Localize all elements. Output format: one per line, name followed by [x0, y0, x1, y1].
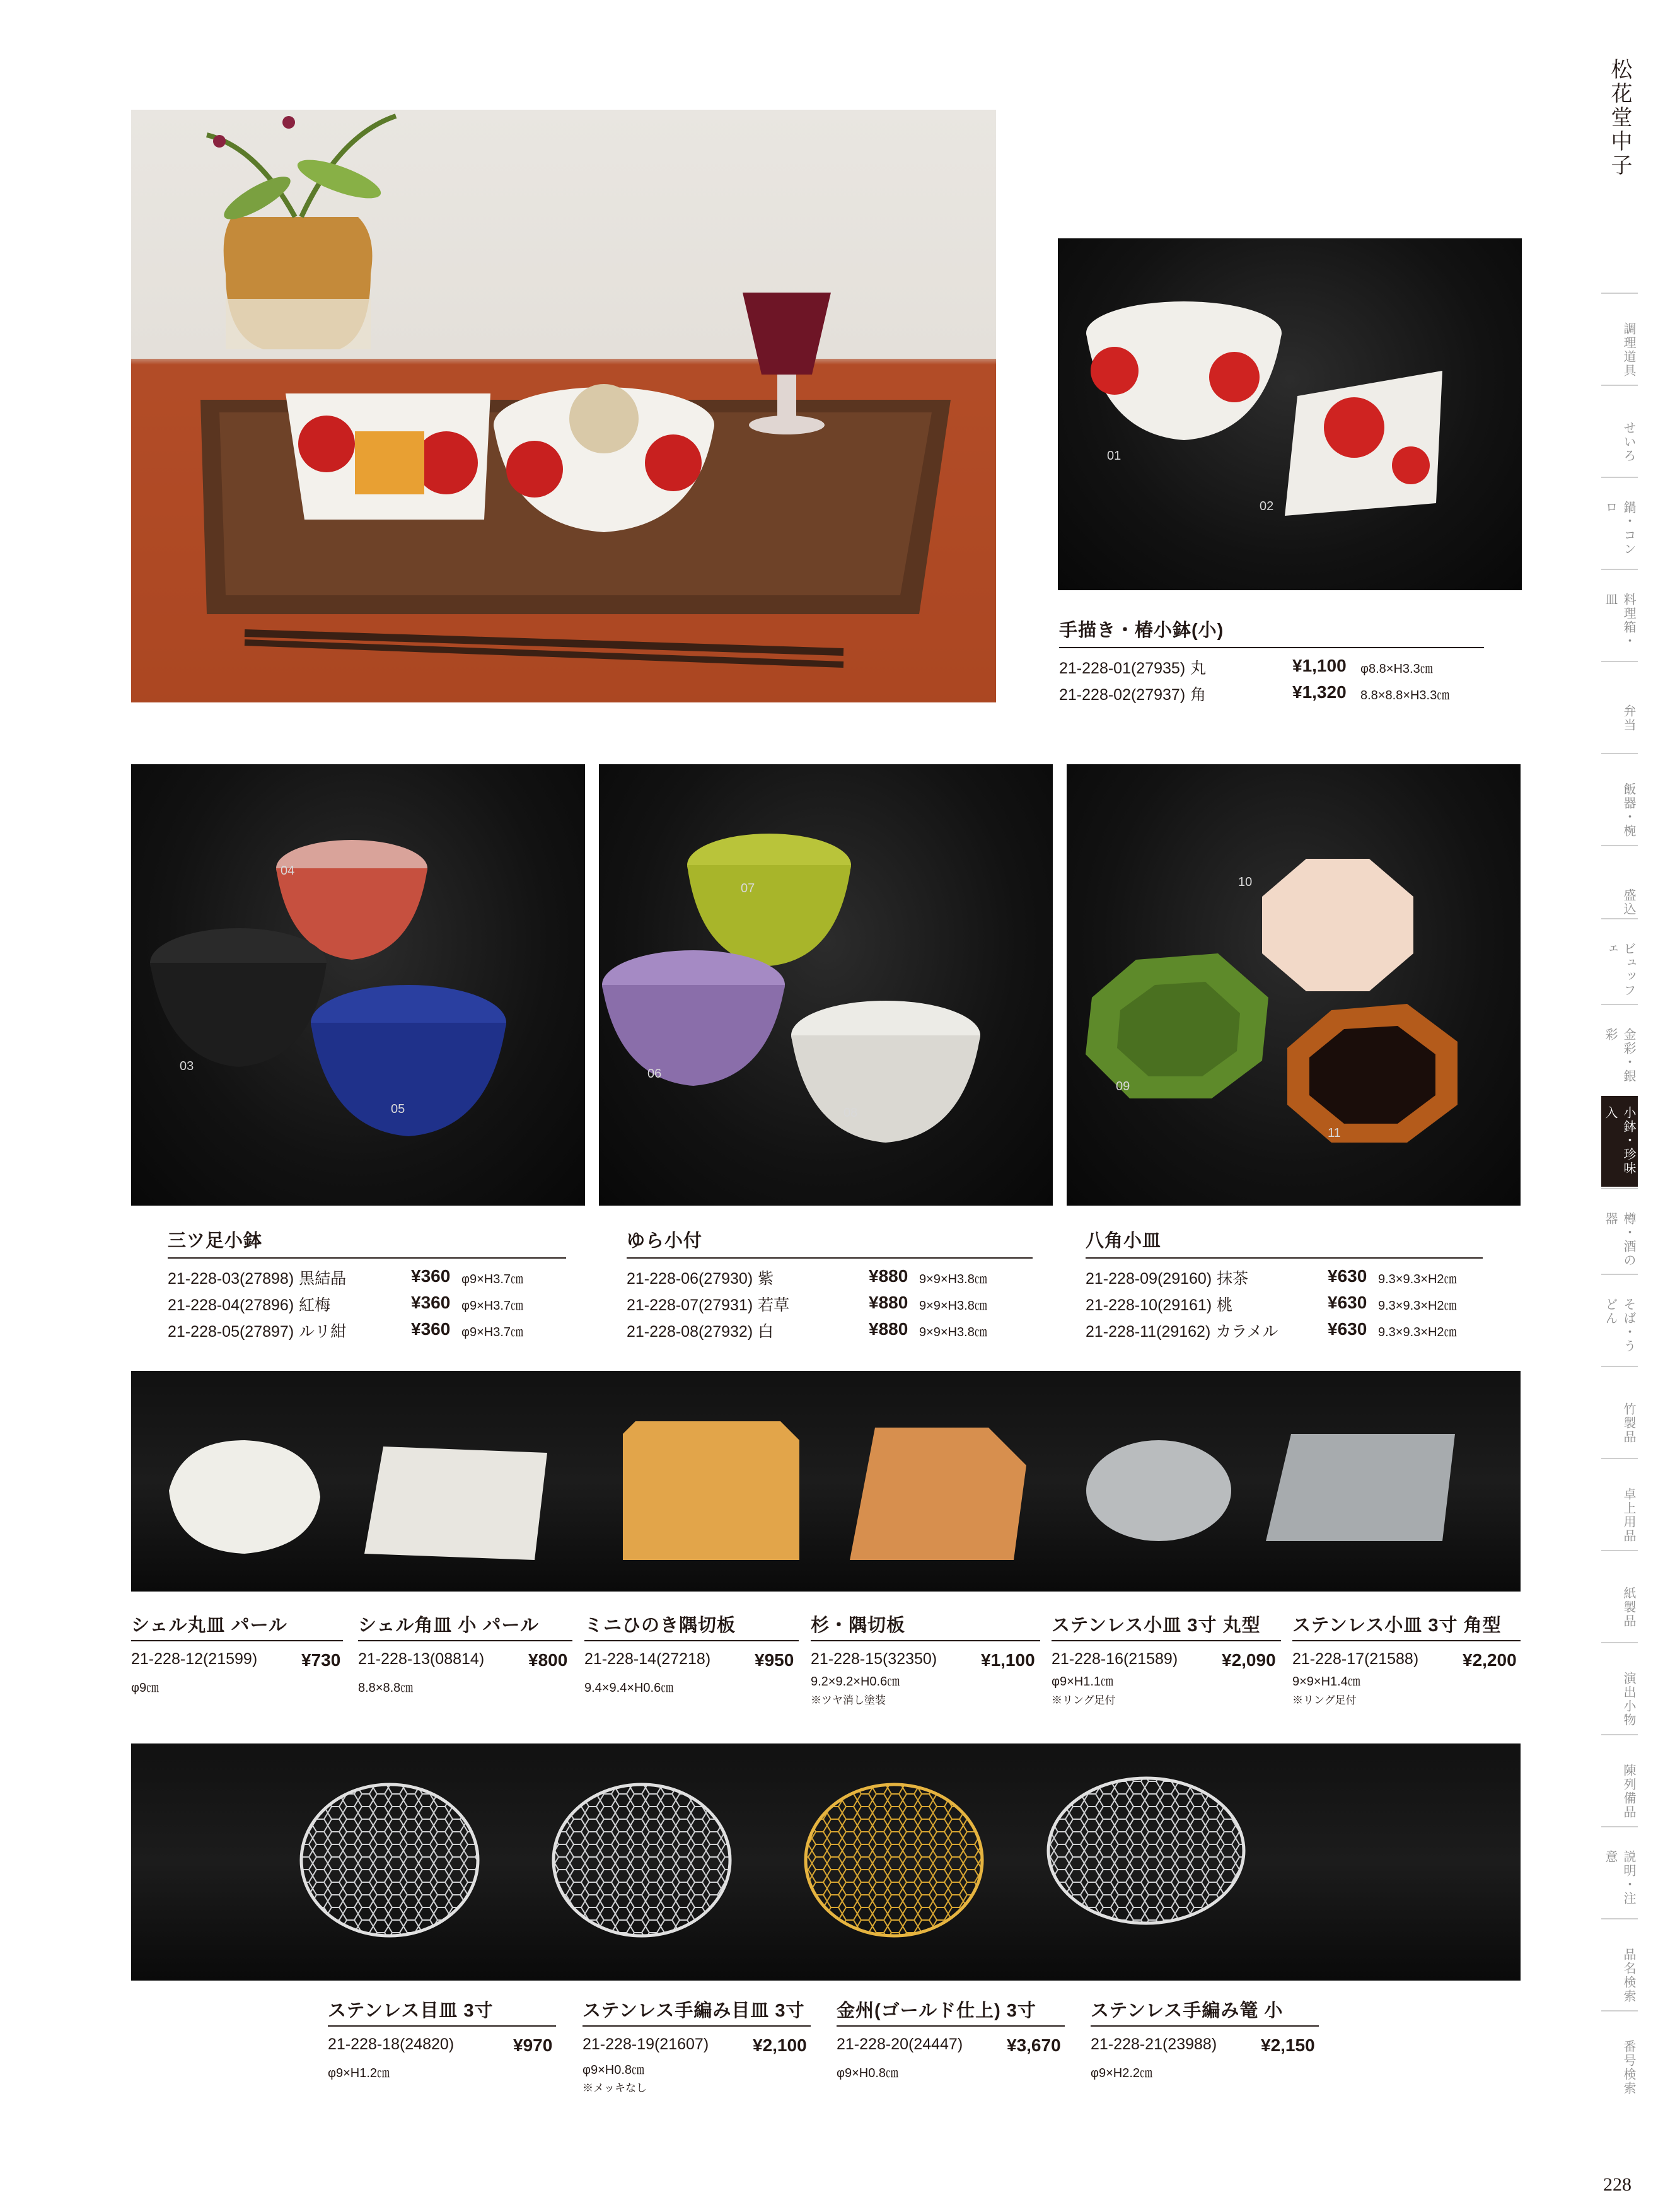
product-row: [1052, 1650, 1276, 1670]
product-row: [358, 1650, 568, 1670]
product-code: 21-228-06(27930): [627, 1270, 753, 1288]
product-row: [627, 1266, 987, 1289]
product-price: ¥630: [1328, 1266, 1367, 1286]
photo-label: 08: [843, 1106, 858, 1120]
product-row: [584, 1650, 794, 1670]
divider: [1052, 1640, 1281, 1641]
product-spec: φ9×H1.1㎝: [1052, 1675, 1114, 1689]
divider: [168, 1257, 566, 1259]
product-row: [811, 1650, 1035, 1670]
product-name: 抹茶: [1217, 1270, 1249, 1288]
product-price: ¥2,100: [753, 2035, 807, 2055]
product-name: 桃: [1217, 1296, 1233, 1314]
product-title: ミニひのき隅切板: [584, 1615, 736, 1636]
yura-illustration: [599, 764, 1053, 1206]
product-spec: 9×9×H3.8㎝: [919, 1325, 987, 1339]
product-spec: 8.8×8.8㎝: [358, 1681, 414, 1695]
product-spec: φ9㎝: [131, 1681, 159, 1695]
product-name: 若草: [758, 1296, 790, 1314]
product-price: ¥630: [1328, 1319, 1367, 1339]
product-code: 21-228-04(27896): [168, 1296, 294, 1314]
product-row: [582, 2035, 807, 2055]
group-title: 八角小皿: [1086, 1231, 1162, 1251]
product-title: ステンレス手編み目皿 3寸: [582, 2001, 805, 2021]
mesh-photo: [131, 1743, 1521, 1981]
product-code: 21-228-02(27937): [1059, 686, 1186, 704]
product-row: [1059, 682, 1450, 705]
index-tab[interactable]: 演出小物: [1601, 1642, 1638, 1733]
section-title: 松花堂中子: [1608, 58, 1631, 178]
index-tab[interactable]: 説明・注意: [1601, 1826, 1638, 1917]
index-tab[interactable]: 品名検索: [1601, 1918, 1638, 2009]
product-title: ステンレス小皿 3寸 角型: [1292, 1615, 1502, 1636]
product-code: 21-228-10(29161): [1086, 1296, 1212, 1314]
product-name: 丸: [1190, 660, 1207, 677]
group-title: 手描き・椿小鉢(小): [1059, 620, 1224, 641]
product-spec: 9×9×H3.8㎝: [919, 1272, 987, 1286]
hakkaku-photo: [1067, 764, 1521, 1206]
group-title: 三ツ足小鉢: [168, 1231, 263, 1251]
index-tab[interactable]: 樽・酒の器: [1601, 1188, 1638, 1279]
product-spec: 9.3×9.3×H2㎝: [1378, 1299, 1457, 1313]
product-title: ステンレス小皿 3寸 丸型: [1052, 1615, 1261, 1636]
product-price: ¥1,100: [1292, 656, 1347, 675]
product-name: 紅梅: [299, 1296, 331, 1314]
divider: [811, 1640, 1040, 1641]
photo-label: 02: [1260, 499, 1274, 513]
product-price: ¥360: [411, 1293, 451, 1312]
product-price: ¥3,670: [1007, 2035, 1061, 2055]
product-price: ¥360: [411, 1266, 451, 1286]
product-spec: φ9×H3.7㎝: [461, 1299, 524, 1313]
product-title: 金州(ゴールド仕上) 3寸: [837, 2001, 1036, 2021]
plates-illustration: [131, 1371, 1521, 1592]
index-tab[interactable]: ビュッフェ: [1601, 918, 1638, 1009]
product-title: ステンレス手編み篭 小: [1091, 2001, 1284, 2021]
product-note: ※リング足付: [1052, 1694, 1116, 1706]
product-title: ステンレス目皿 3寸: [328, 2001, 494, 2021]
product-title: 杉・隅切板: [811, 1615, 906, 1636]
product-note: ※リング足付: [1292, 1694, 1357, 1706]
product-spec: φ9×H1.2㎝: [328, 2066, 390, 2080]
product-code: 21-228-19(21607): [582, 2035, 709, 2053]
product-code: 21-228-08(27932): [627, 1323, 753, 1341]
product-name: 角: [1190, 686, 1207, 704]
product-spec: 9.3×9.3×H2㎝: [1378, 1272, 1457, 1286]
product-name: ルリ紺: [299, 1323, 347, 1341]
photo-label: 07: [741, 882, 755, 895]
product-title: シェル角皿 小 パール: [358, 1615, 539, 1636]
index-tab[interactable]: 盛込: [1601, 845, 1638, 936]
product-code: 21-228-14(27218): [584, 1650, 711, 1668]
product-price: ¥2,090: [1222, 1650, 1276, 1670]
product-price: ¥880: [869, 1319, 908, 1339]
product-row: [168, 1319, 524, 1342]
divider: [584, 1640, 799, 1641]
page-number: 228: [1603, 2174, 1632, 2195]
product-spec: φ9×H3.7㎝: [461, 1272, 524, 1286]
mesh-illustration: [131, 1743, 1521, 1981]
product-code: 21-228-20(24447): [837, 2035, 963, 2053]
product-name: カラメル: [1215, 1323, 1278, 1341]
divider: [1059, 647, 1484, 648]
index-tab[interactable]: 竹製品: [1601, 1366, 1638, 1457]
mitsuashi-illustration: [131, 764, 585, 1206]
product-price: ¥880: [869, 1293, 908, 1312]
product-code: 21-228-07(27931): [627, 1296, 753, 1314]
product-spec: φ9×H0.8㎝: [582, 2063, 645, 2077]
product-spec: 8.8×8.8×H3.3㎝: [1360, 689, 1450, 702]
product-spec: φ9×H2.2㎝: [1091, 2066, 1153, 2080]
product-price: ¥730: [301, 1650, 341, 1670]
product-code: 21-228-16(21589): [1052, 1650, 1178, 1668]
product-row: [1086, 1319, 1457, 1342]
product-name: 黒結晶: [299, 1270, 347, 1288]
divider: [627, 1257, 1033, 1259]
product-row: [627, 1293, 987, 1315]
index-tab[interactable]: せいろ: [1601, 385, 1638, 475]
index-tab[interactable]: 陳列備品: [1601, 1734, 1638, 1825]
divider: [582, 2025, 811, 2027]
product-row: [168, 1266, 524, 1289]
product-price: ¥950: [755, 1650, 794, 1670]
product-row: [328, 2035, 553, 2055]
divider: [837, 2025, 1065, 2027]
product-price: ¥2,200: [1463, 1650, 1517, 1670]
index-tab[interactable]: 卓上用品: [1601, 1458, 1638, 1549]
product-row: [1059, 656, 1433, 678]
index-tab[interactable]: 調理道具: [1601, 293, 1638, 383]
tsubaki-illustration: [1058, 238, 1522, 590]
product-code: 21-228-01(27935): [1059, 660, 1186, 677]
product-price: ¥630: [1328, 1293, 1367, 1312]
divider: [358, 1640, 572, 1641]
product-row: [1086, 1293, 1457, 1315]
product-code: 21-228-12(21599): [131, 1650, 258, 1668]
product-code: 21-228-17(21588): [1292, 1650, 1419, 1668]
product-spec: φ9×H0.8㎝: [837, 2066, 899, 2080]
product-price: ¥800: [528, 1650, 568, 1670]
photo-label: 06: [647, 1067, 662, 1081]
photo-label: 05: [391, 1102, 405, 1116]
photo-label: 04: [281, 864, 295, 878]
index-tab[interactable]: そば・うどん: [1601, 1274, 1638, 1365]
index-tab[interactable]: 鍋・コンロ: [1601, 477, 1638, 568]
photo-label: 03: [180, 1059, 194, 1073]
index-tab[interactable]: 金彩・銀彩: [1601, 1004, 1638, 1095]
product-name: 紫: [758, 1270, 774, 1288]
product-note: ※メッキなし: [582, 2082, 647, 2094]
index-tab-active[interactable]: 小鉢・珍味入: [1601, 1096, 1638, 1187]
index-tab[interactable]: 番号検索: [1601, 2010, 1638, 2101]
product-note: ※ツヤ消し塗装: [811, 1694, 886, 1706]
hero-photo: [131, 110, 996, 702]
product-row: [131, 1650, 341, 1670]
product-spec: 9×9×H1.4㎝: [1292, 1675, 1360, 1689]
product-row: [627, 1319, 987, 1342]
photo-label: 09: [1116, 1080, 1130, 1093]
group-title: ゆら小付: [627, 1231, 703, 1251]
divider: [1086, 1257, 1483, 1259]
product-spec: φ8.8×H3.3㎝: [1360, 662, 1433, 676]
product-spec: φ9×H3.7㎝: [461, 1325, 524, 1339]
index-tab[interactable]: 料理箱・皿: [1601, 569, 1638, 660]
product-row: [1292, 1650, 1517, 1670]
divider: [1292, 1640, 1521, 1641]
product-row: [1091, 2035, 1315, 2055]
plates-photo: [131, 1371, 1521, 1592]
mitsuashi-photo: [131, 764, 585, 1206]
product-code: 21-228-09(29160): [1086, 1270, 1212, 1288]
divider: [131, 1640, 343, 1641]
product-price: ¥2,150: [1261, 2035, 1315, 2055]
product-spec: 9.4×9.4×H0.6㎝: [584, 1681, 674, 1695]
product-price: ¥1,100: [981, 1650, 1035, 1670]
hakkaku-illustration: [1067, 764, 1521, 1206]
product-code: 21-228-03(27898): [168, 1270, 294, 1288]
divider: [1091, 2025, 1319, 2027]
product-price: ¥1,320: [1292, 682, 1347, 702]
product-code: 21-228-18(24820): [328, 2035, 455, 2053]
index-tab[interactable]: 紙製品: [1601, 1550, 1638, 1641]
product-spec: 9.3×9.3×H2㎝: [1378, 1325, 1457, 1339]
hero-illustration: [131, 110, 996, 702]
photo-label: 11: [1328, 1126, 1341, 1140]
product-row: [168, 1293, 524, 1315]
divider: [328, 2025, 556, 2027]
product-code: 21-228-21(23988): [1091, 2035, 1217, 2053]
photo-label: 10: [1238, 875, 1253, 889]
index-tab[interactable]: 弁当: [1601, 661, 1638, 752]
index-tab[interactable]: 飯器・椀: [1601, 753, 1638, 844]
product-name: 白: [758, 1323, 774, 1341]
product-spec: 9.2×9.2×H0.6㎝: [811, 1675, 900, 1689]
tsubaki-photo: [1058, 238, 1522, 590]
product-price: ¥970: [513, 2035, 553, 2055]
photo-label: 01: [1107, 449, 1121, 463]
product-spec: 9×9×H3.8㎝: [919, 1299, 987, 1313]
product-code: 21-228-13(08814): [358, 1650, 485, 1668]
product-title: シェル丸皿 パール: [131, 1615, 287, 1636]
product-code: 21-228-05(27897): [168, 1323, 294, 1341]
product-price: ¥880: [869, 1266, 908, 1286]
product-code: 21-228-11(29162): [1086, 1323, 1211, 1341]
product-row: [837, 2035, 1061, 2055]
yura-photo: [599, 764, 1053, 1206]
product-code: 21-228-15(32350): [811, 1650, 937, 1668]
product-row: [1086, 1266, 1457, 1289]
product-price: ¥360: [411, 1319, 451, 1339]
